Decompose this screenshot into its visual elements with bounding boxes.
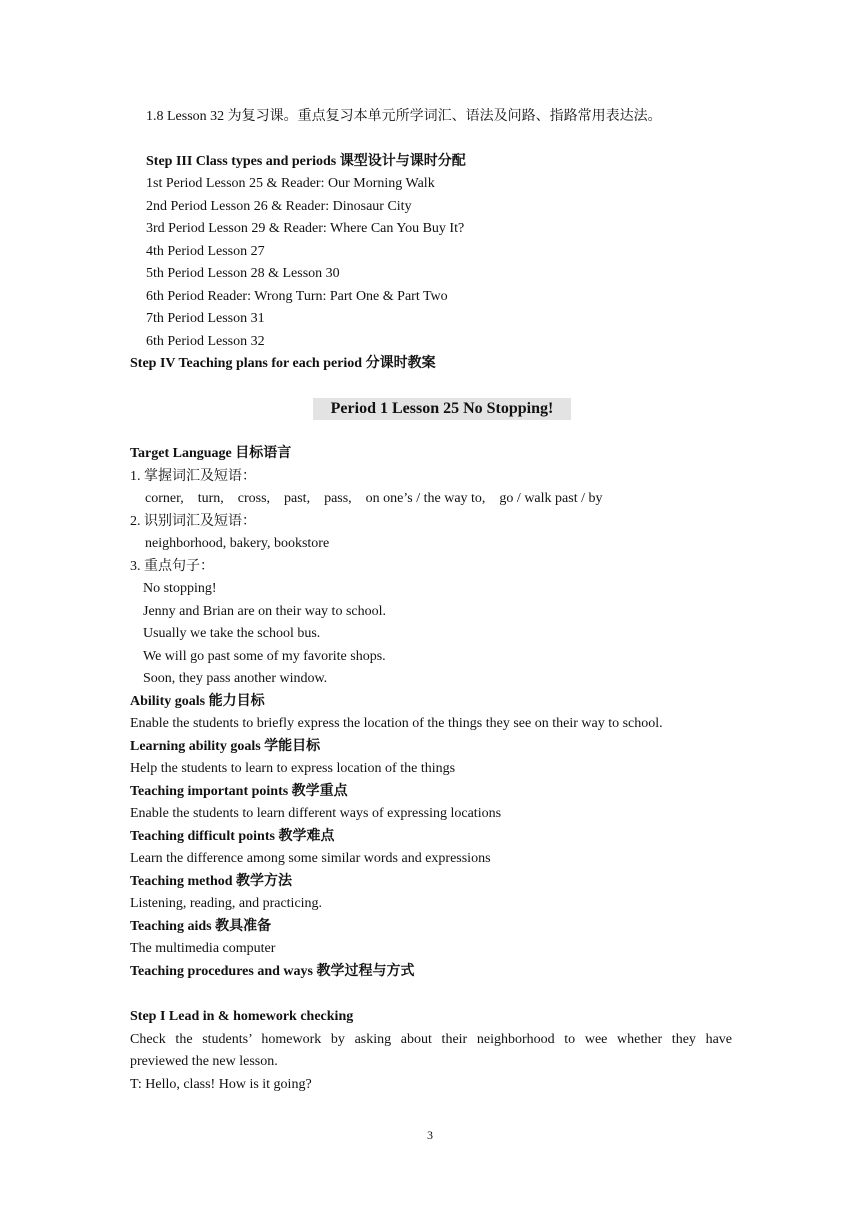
key-sentence: We will go past some of my favorite shops. [143, 649, 386, 664]
key-sentence: Usually we take the school bus. [143, 626, 321, 641]
key-sentence: Jenny and Brian are on their way to school. [143, 604, 386, 619]
key-sentence: Soon, they pass another window. [143, 671, 328, 686]
period-list-item: 6th Period Lesson 32 [146, 334, 265, 349]
procedures-heading: Teaching procedures and ways 教学过程与方式 [130, 964, 415, 979]
period-list-item: 4th Period Lesson 27 [146, 244, 265, 259]
target-item-2-label: 2. 识别词汇及短语： [130, 514, 256, 529]
target-item-3-label: 3. 重点句子： [130, 559, 214, 574]
period-list-item: 2nd Period Lesson 26 & Reader: Dinosaur City [146, 199, 412, 214]
step1-heading: Step I Lead in & homework checking [130, 1009, 354, 1024]
target-language-heading: Target Language 目标语言 [130, 446, 292, 461]
ability-goals-text: Enable the students to briefly express the location of the things they see on their way to school. [130, 716, 663, 731]
target-item-2-content: neighborhood, bakery, bookstore [145, 536, 330, 551]
teaching-aids-text: The multimedia computer [130, 941, 276, 956]
learning-ability-goals-text: Help the students to learn to express location of the things [130, 761, 456, 776]
page-number: 3 [427, 1128, 433, 1142]
teacher-dialog-line: T: Hello, class! How is it going? [130, 1077, 312, 1092]
teaching-aids-heading: Teaching aids 教具准备 [130, 919, 272, 934]
teaching-method-text: Listening, reading, and practicing. [130, 896, 323, 911]
target-item-1-content: corner, turn, cross, past, pass, on one’s / the way to, go / walk past / by [145, 491, 603, 506]
period-list-item: 6th Period Reader: Wrong Turn: Part One & Part Two [146, 289, 448, 304]
step1-paragraph-line1: Check the students’ homework by asking about their neighborhood to wee whether they have [130, 1032, 732, 1047]
key-sentence: No stopping! [143, 581, 217, 596]
difficult-points-text: Learn the difference among some similar words and expressions [130, 851, 491, 866]
step4-heading: Step IV Teaching plans for each period 分课时教案 [130, 356, 436, 371]
intro-line: 1.8 Lesson 32 为复习课。重点复习本单元所学词汇、语法及问路、指路常用表达法。 [146, 109, 662, 124]
teaching-method-heading: Teaching method 教学方法 [130, 874, 293, 889]
step3-heading: Step III Class types and periods 课型设计与课时分配 [146, 154, 466, 169]
learning-ability-goals-heading: Learning ability goals 学能目标 [130, 739, 321, 754]
period-list-item: 5th Period Lesson 28 & Lesson 30 [146, 266, 340, 281]
important-points-text: Enable the students to learn different ways of expressing locations [130, 806, 502, 821]
period-title: Period 1 Lesson 25 No Stopping! [313, 398, 571, 420]
period-list-item: 7th Period Lesson 31 [146, 311, 265, 326]
period-list-item: 1st Period Lesson 25 & Reader: Our Morning Walk [146, 176, 435, 191]
important-points-heading: Teaching important points 教学重点 [130, 784, 348, 799]
ability-goals-heading: Ability goals 能力目标 [130, 694, 265, 709]
difficult-points-heading: Teaching difficult points 教学难点 [130, 829, 335, 844]
target-item-1-label: 1. 掌握词汇及短语： [130, 469, 256, 484]
step1-paragraph-line2: previewed the new lesson. [130, 1054, 278, 1069]
period-list-item: 3rd Period Lesson 29 & Reader: Where Can You Buy It? [146, 221, 465, 236]
